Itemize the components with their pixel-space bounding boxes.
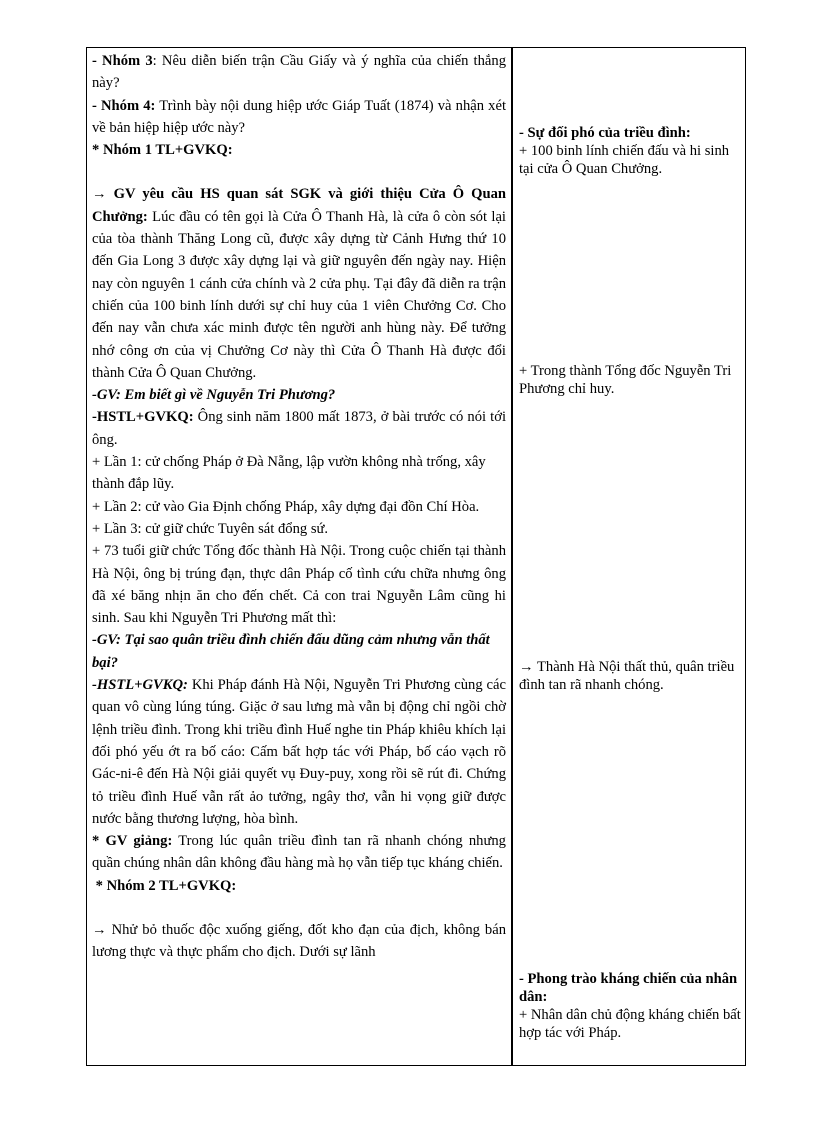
answer-1-text: Ông sinh năm 1800 mất 1873, ở bài trước có nói tới ông. <box>92 409 506 448</box>
trong-thanh-text: + Trong thành Tổng đốc Nguyễn Tri Phương chỉ huy. <box>519 363 732 397</box>
phong-trao-heading: - Phong trào kháng chiến của nhân dân: <box>519 971 738 1005</box>
nhom3-label: - Nhóm 3 <box>92 53 153 69</box>
trong-thanh-block <box>519 362 741 398</box>
nhom1-heading: * Nhóm 1 TL+GVKQ: <box>92 142 233 159</box>
gv-giang <box>92 830 506 875</box>
answer-2-label: -HSTL+GVKQ: <box>92 677 188 694</box>
answer-1-label: -HSTL+GVKQ: <box>92 409 194 426</box>
thanh-ha-noi-block <box>519 658 741 694</box>
gv-intro-text: Lúc đầu có tên gọi là Cửa Ô Thanh Hà, là cửa ô còn sót lại của tòa thành Thăng Long cũ, được xây dựng từ Cảnh Hưng thứ 10 đến Gia Long 3 được xây dựng lại và giữ nguyên đến ngày nay. Hiện nay còn nguyên 1 cánh cửa chính và 2 cửa phụ. Tại đây đã diễn ra trận chiến của 100 binh lính dưới sự chỉ huy của 1 viên Chưởng Cơ. Cho đến nay vẫn chưa xác minh được tên người anh hùng này. Để tưởng nhớ công ơn của vị Chưởng Cơ này thì Cửa Ô Thanh Hà được đổi thành Cửa Ô Quan Chưởng. <box>92 208 506 381</box>
lesson-table <box>86 47 746 1066</box>
gv-intro-bold: → GV yêu cầu HS quan sát SGK và giới thiệu Cửa Ô Quan Chưởng: <box>92 186 506 225</box>
thanh-ha-noi-text: → Thành Hà Nội thất thủ, quân triều đình tan rã nhanh chóng. <box>519 659 735 693</box>
left-column <box>92 50 506 964</box>
doi-pho-block <box>519 124 741 178</box>
final-text: → Nhử bỏ thuốc độc xuống giếng, đốt kho đạn của địch, không bán lương thực và thực phẩm cho địch. Dưới sự lãnh <box>92 921 506 961</box>
gv-intro <box>92 183 506 384</box>
nhom3-text: : Nêu diễn biến trận Cầu Giấy và ý nghĩa của chiến thắng này? <box>92 53 506 92</box>
lan-2: + Lần 2: cử vào Gia Định chống Pháp, xây dựng đại đồn Chí Hòa. <box>92 498 480 515</box>
doi-pho-text: + 100 binh lính chiến đấu và hi sinh tại cửa Ô Quan Chưởng. <box>519 143 730 177</box>
nhom4-label: - Nhóm 4: <box>92 97 156 114</box>
gv-giang-label: * GV giảng: <box>92 833 173 850</box>
doi-pho-heading: - Sự đối phó của triều đình: <box>519 125 691 141</box>
column-divider <box>511 48 513 1065</box>
gv-giang-text: Trong lúc quân triều đình tan rã nhanh chóng nhưng quần chúng nhân dân không đầu hàng mà họ vẫn tiếp tục kháng chiến. <box>92 833 506 872</box>
phong-trao-text: + Nhân dân chủ động kháng chiến bất hợp tác với Pháp. <box>519 1007 741 1041</box>
answer-2-text: Khi Pháp đánh Hà Nội, Nguyễn Tri Phương cùng các quan vô cùng lúng túng. Giặc ở sau lưng mà vẫn bị động chỉ ngồi chờ lệnh triều đình. Trong khi triều đình Huế nghe tin Pháp khiêu khích lại đối phó yếu ớt ra bố cáo: Cấm bất hợp tác với Pháp, bố cáo vạch rõ Gác-ni-ê đến Hà Nội giải quyết vụ Đuy-puy, xong rồi sẽ rút đi. Chứng tỏ triều đình Huế vẫn rất ảo tưởng, ngây thơ, vẫn hi vọng giữ được nước bằng thương lượng, hòa bình. <box>92 677 506 827</box>
nhom4-text: Trình bày nội dung hiệp ước Giáp Tuất (1874) và nhận xét về bản hiệp hiệp ước này? <box>92 97 506 136</box>
nhom2-heading: * Nhóm 2 TL+GVKQ: <box>92 877 237 894</box>
question-1: -GV: Em biết gì về Nguyễn Tri Phương? <box>92 387 336 404</box>
lan-3: + Lần 3: cử giữ chức Tuyên sát đổng sứ. <box>92 520 329 537</box>
answer-2 <box>92 674 506 830</box>
phong-trao-block <box>519 970 741 1042</box>
question-2: -GV: Tại sao quân triều đình chiến đấu dũng cảm nhưng vẫn thất bại? <box>92 632 490 671</box>
lan-1: + Lần 1: cử chống Pháp ở Đà Nẵng, lập vườn không nhà trống, xây thành đắp lũy. <box>92 454 486 493</box>
age-73: + 73 tuổi giữ chức Tổng đốc thành Hà Nội. Trong cuộc chiến tại thành Hà Nội, ông bị trúng đạn, thực dân Pháp cố tình cứu chữa nhưng ông đã xé băng nhịn ăn cho đến chết. Cả con trai Nguyễn Lâm cũng hi sinh. Sau khi Nguyễn Tri Phương mất thì: <box>92 543 506 627</box>
answer-1 <box>92 406 506 451</box>
nhom4-item <box>92 95 506 140</box>
nhom3-item <box>92 50 506 95</box>
